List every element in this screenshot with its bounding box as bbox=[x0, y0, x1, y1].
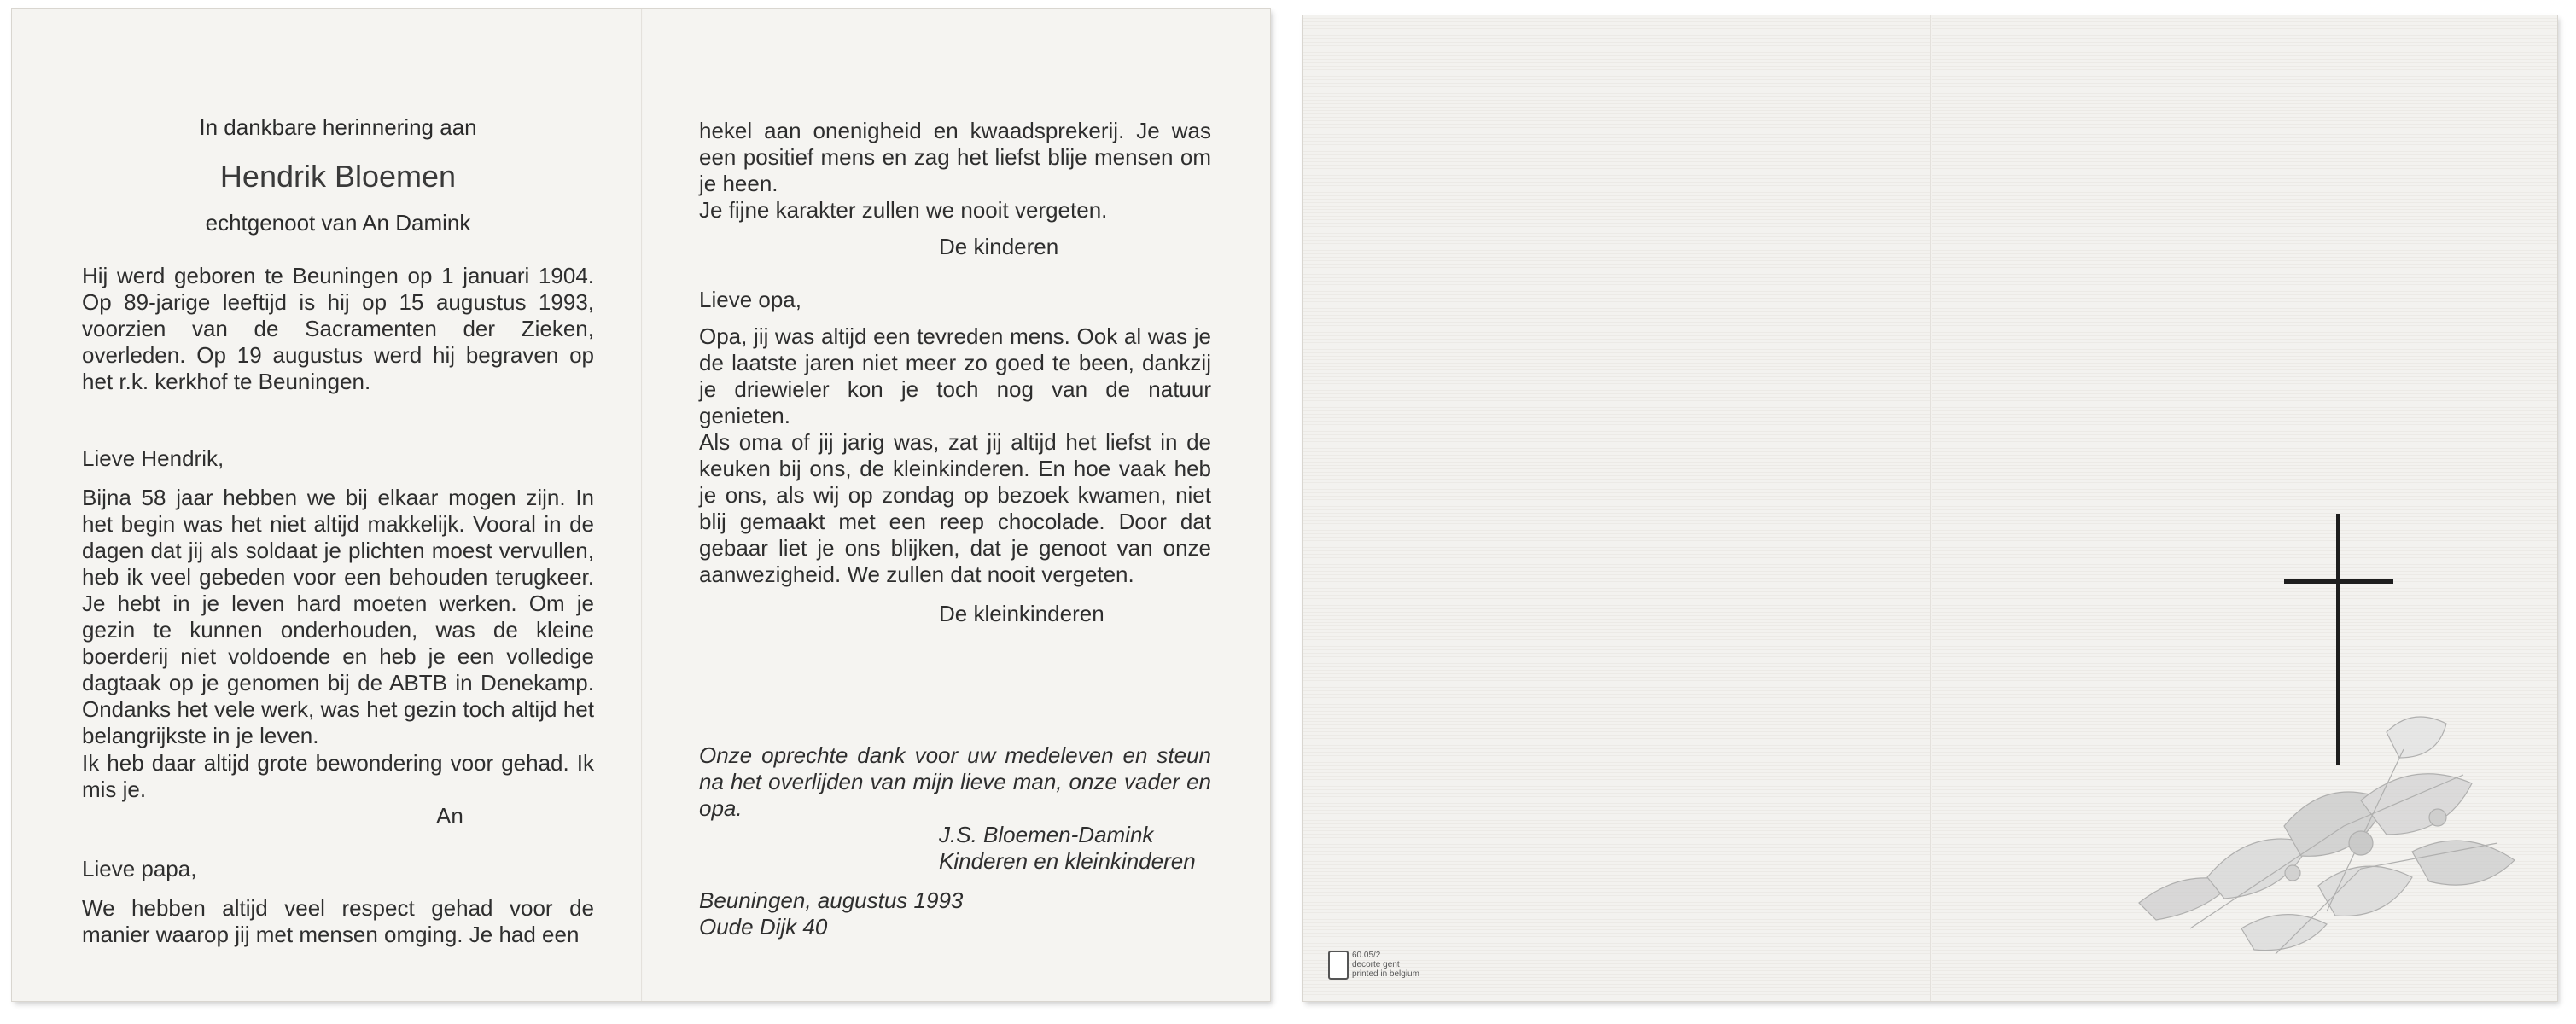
thanks-message: Onze oprechte dank voor uw medeleven en steun na het overlijden van mijn lieve man, onze vader en opa. bbox=[699, 742, 1211, 821]
greeting-wife: Lieve Hendrik, bbox=[82, 445, 224, 471]
deceased-name: Hendrik Bloemen bbox=[219, 159, 457, 194]
print-mark bbox=[1352, 951, 1419, 979]
letter-wife: Bijna 58 jaar hebben we bij elkaar mogen zijn. In het begin was het niet altijd makkelijk. Vooral in de dagen dat jij als soldaat je plichten moest vervullen, heb ik veel gebeden voor een behouden terugkeer. Je hebt in je leven hard moeten werken. Om je gezin te kunnen onderhouden, was de kleine boerderij niet voldoende en heb je een volledige dagtaak op je genomen bij de ABTB in Denekamp. Ondanks het vele werk, was het gezin toch altijd het belangrijkste in je leven. bbox=[82, 485, 594, 748]
right-panel bbox=[699, 9, 1211, 1001]
card-outer-spread bbox=[1303, 15, 2557, 1001]
letter-children-start: We hebben altijd veel respect gehad voor de manier waarop jij met mensen omging. Je had een bbox=[82, 895, 594, 947]
printed-in: printed in belgium bbox=[1352, 969, 1419, 979]
intro-line: In dankbare herinnering aan bbox=[199, 114, 477, 140]
print-code: 60.05/2 bbox=[1352, 951, 1381, 960]
left-panel bbox=[82, 9, 594, 1001]
place-date: Beuningen, augustus 1993 bbox=[699, 887, 964, 913]
fold-line bbox=[1930, 15, 1932, 1001]
letter-children-end: Je fijne karakter zullen we nooit vergeten. bbox=[699, 197, 1108, 223]
thanks-signature-family: Kinderen en kleinkinderen bbox=[939, 848, 1196, 874]
printer-logo-icon bbox=[1328, 951, 1349, 980]
letter-wife-closing: Ik heb daar altijd grote bewondering voor gehad. Ik mis je. bbox=[82, 750, 594, 802]
printer-name: decorte gent bbox=[1352, 960, 1400, 969]
fold-line bbox=[641, 9, 643, 1001]
greeting-children: Lieve papa, bbox=[82, 856, 197, 881]
signature-grandchildren: De kleinkinderen bbox=[939, 601, 1104, 626]
signature-children: De kinderen bbox=[939, 234, 1059, 259]
address: Oude Dijk 40 bbox=[699, 914, 828, 940]
floral-decoration bbox=[2105, 698, 2549, 980]
cross-icon-bar bbox=[2284, 579, 2393, 584]
letter-children-continued: hekel aan onenigheid en kwaadsprekerij. Je was een positief mens en zag het liefst blije mensen om je heen. bbox=[699, 118, 1211, 196]
card-inner-spread bbox=[12, 9, 1270, 1001]
greeting-grandchildren: Lieve opa, bbox=[699, 287, 801, 312]
cross-icon bbox=[2336, 514, 2340, 765]
letter-grandchildren-2: Als oma of jij jarig was, zat jij altijd het liefst in de keuken bij ons, de kleinkinderen. En hoe vaak heb je ons, als wij op zondag op bezoek kwamen, niet blij gemaakt met een reep chocolade. Door dat gebaar liet je ons blijken, dat je genoot van onze aanwezigheid. We zullen dat nooit vergeten. bbox=[699, 429, 1211, 587]
letter-grandchildren-1: Opa, jij was altijd een tevreden mens. Ook al was je de laatste jaren niet meer zo goed te been, dankzij je driewieler kon je toch nog van de natuur genieten. bbox=[699, 323, 1211, 428]
thanks-signature-name: J.S. Bloemen-Damink bbox=[939, 822, 1154, 847]
biography: Hij werd geboren te Beuningen op 1 januari 1904. Op 89-jarige leeftijd is hij op 15 augustus 1993, voorzien van de Sacramenten der Zieken, overleden. Op 19 augustus werd hij begraven op het r.k. kerkhof te Beuningen. bbox=[82, 263, 594, 394]
spouse-line: echtgenoot van An Damink bbox=[205, 210, 471, 236]
signature-wife: An bbox=[436, 803, 463, 829]
